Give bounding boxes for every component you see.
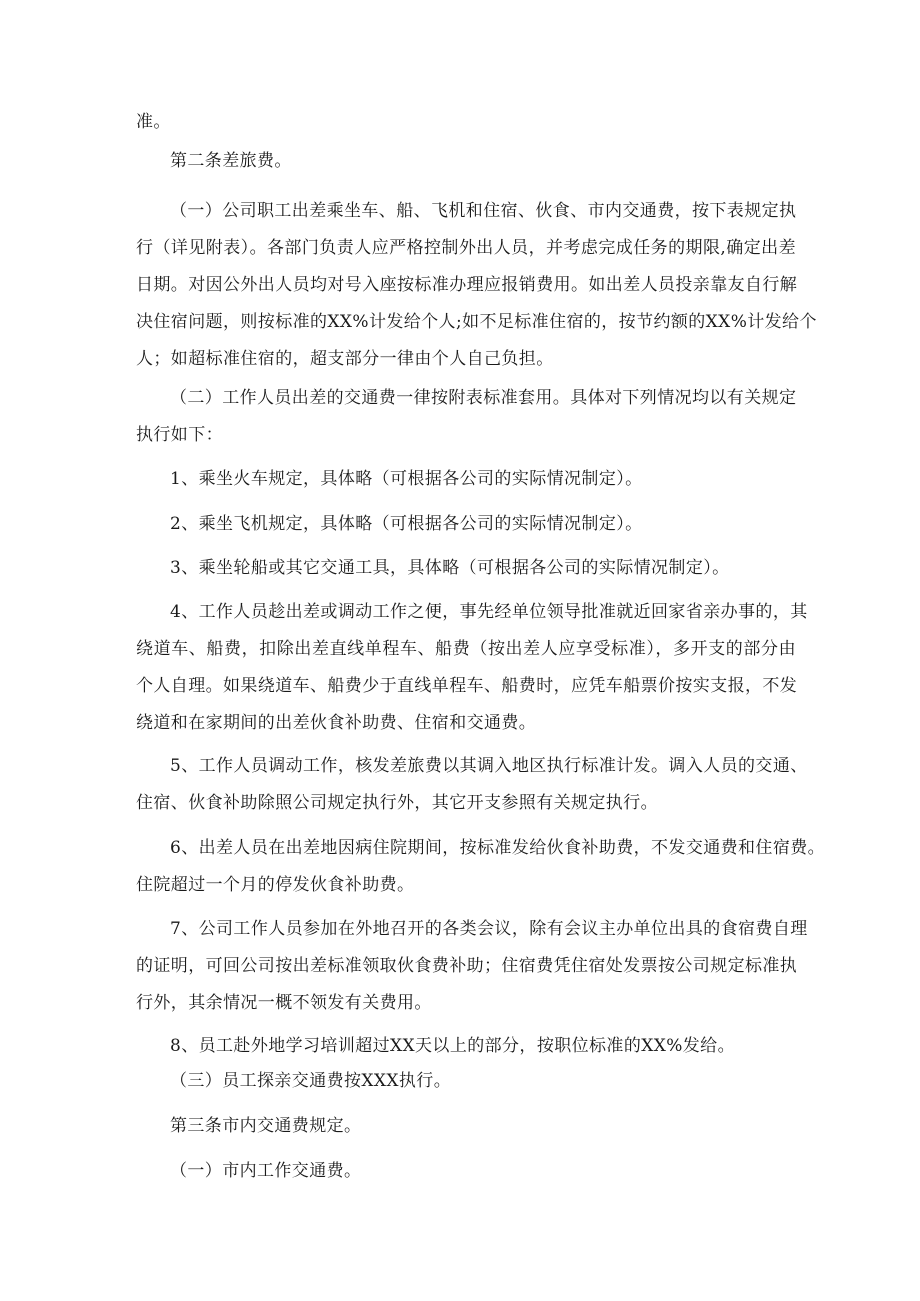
text-line: （二）工作人员出差的交通费一律按附表标准套用。具体对下列情况均以有关规定 xyxy=(170,388,797,408)
text-line: 1、乘坐火车规定，具体略（可根据各公司的实际情况制定）。 xyxy=(170,469,643,489)
text-line: 准。 xyxy=(136,112,171,132)
article-3-heading xyxy=(136,1108,796,1145)
text-line: （三）员工探亲交通费按XXX执行。 xyxy=(170,1071,452,1091)
text-line: 个人自理。如果绕道车、船费少于直线单程车、船费时，应凭车船票价按实支报，不发 xyxy=(136,676,798,696)
text-line: 决住宿问题，则按标准的XX%计发给个人;如不足标准住宿的，按节约额的XX%计发给个 xyxy=(136,312,817,332)
section-3-paragraph xyxy=(136,1063,796,1100)
item-2 xyxy=(136,506,796,543)
text-line: 住宿、伙食补助除照公司规定执行外，其它开支参照有关规定执行。 xyxy=(136,793,658,813)
text-line: 6、出差人员在出差地因病住院期间，按标准发给伙食补助费，不发交通费和住宿费。 xyxy=(170,838,826,858)
subsection-1-heading xyxy=(136,1153,796,1190)
text-line: （一）公司职工出差乘坐车、船、飞机和住宿、伙食、市内交通费，按下表规定执 xyxy=(170,201,797,221)
text-line: 绕道车、船费，扣除出差直线单程车、船费（按出差人应享受标准），多开支的部分由 xyxy=(136,639,796,659)
text-line: （一）市内工作交通费。 xyxy=(170,1161,362,1181)
item-6 xyxy=(136,830,826,904)
text-line: 4、工作人员趁出差或调动工作之便，事先经单位领导批准就近回家省亲办事的，其 xyxy=(170,602,808,622)
text-line: 住院超过一个月的停发伙食补助费。 xyxy=(136,875,415,895)
text-line: 3、乘坐轮船或其它交通工具，具体略（可根据各公司的实际情况制定）。 xyxy=(170,558,730,578)
paragraph-continuation xyxy=(136,104,796,141)
item-8 xyxy=(136,1028,796,1065)
text-line: 8、员工赴外地学习培训超过XX天以上的部分，按职位标准的XX%发给。 xyxy=(170,1036,735,1056)
text-line: 7、公司工作人员参加在外地召开的各类会议，除有会议主办单位出具的食宿费自理 xyxy=(170,919,808,939)
text-line: 行（详见附表）。各部门负责人应严格控制外出人员，并考虑完成任务的期限,确定出差 xyxy=(136,238,796,258)
text-line: 第三条市内交通费规定。 xyxy=(170,1116,362,1136)
item-7 xyxy=(136,911,808,1022)
text-line: 日期。对因公外出人员均对号入座按标准办理应报销费用。如出差人员投亲靠友自行解 xyxy=(136,275,798,295)
item-4 xyxy=(136,594,808,742)
text-line: 第二条差旅费。 xyxy=(170,151,292,171)
text-line: 的证明，可回公司按出差标准领取伙食费补助；住宿费凭住宿处发票按公司规定标准执 xyxy=(136,956,798,976)
item-5 xyxy=(136,748,808,822)
item-1 xyxy=(136,461,796,498)
text-line: 行外，其余情况一概不领发有关费用。 xyxy=(136,993,432,1013)
text-line: 人；如超标准住宿的，超支部分一律由个人自己负担。 xyxy=(136,349,554,369)
text-line: 绕道和在家期间的出差伙食补助费、住宿和交通费。 xyxy=(136,713,537,733)
section-1-paragraph xyxy=(136,193,817,378)
article-2-heading xyxy=(136,143,796,180)
text-line: 执行如下： xyxy=(136,425,223,445)
item-3 xyxy=(136,550,796,587)
text-line: 5、工作人员调动工作，核发差旅费以其调入地区执行标准计发。调入人员的交通、 xyxy=(170,756,808,776)
text-line: 2、乘坐飞机规定，具体略（可根据各公司的实际情况制定）。 xyxy=(170,514,643,534)
section-2-paragraph xyxy=(136,380,796,454)
